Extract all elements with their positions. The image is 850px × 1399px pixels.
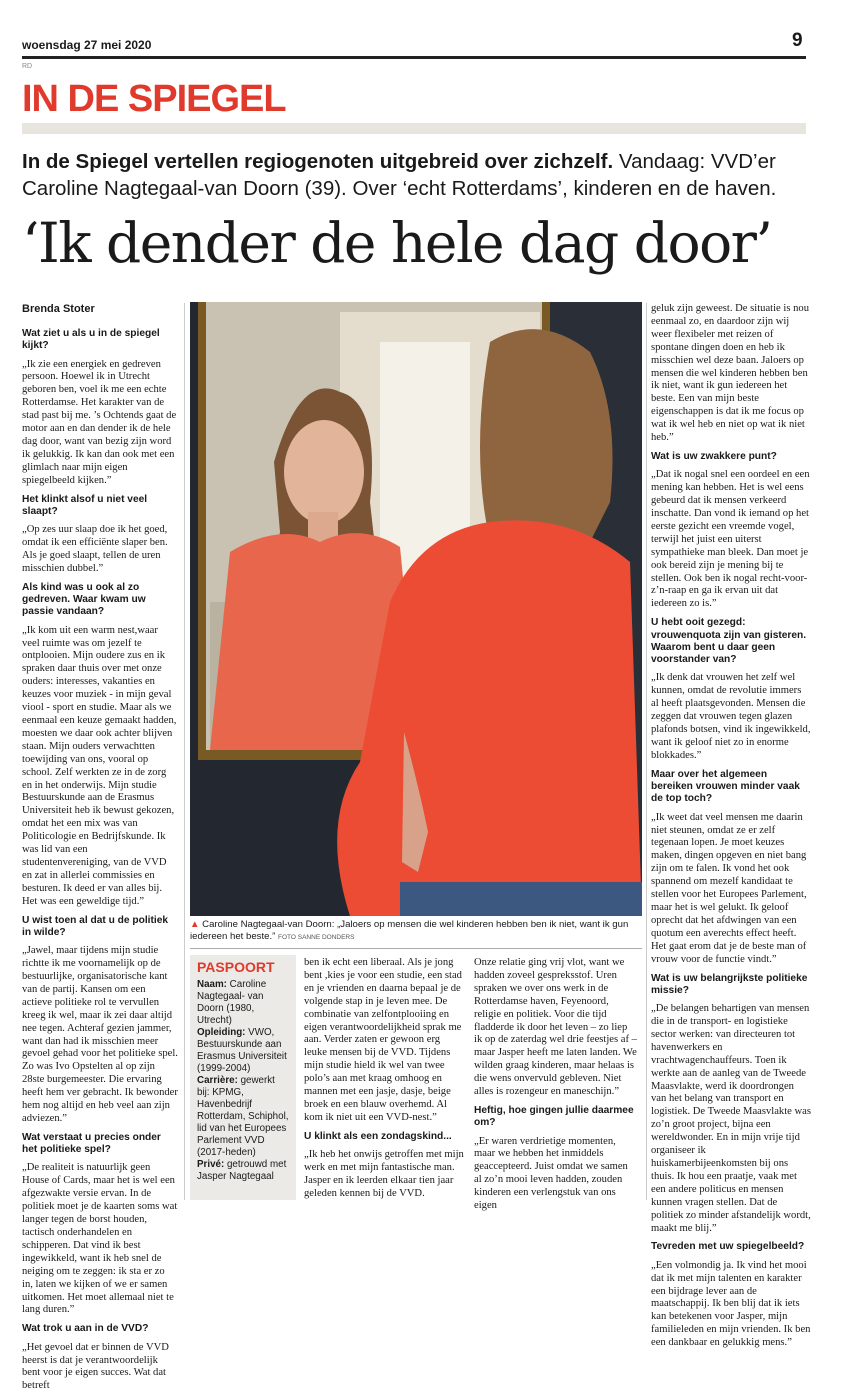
interview-answer: „Jawel, maar tijdens mijn studie richtte ik me voornamelijk op de bestuurlijke, organisatorische kant van de partij. Kansen om een actieve politieke rol te vervullen kreeg ik wel, maar ik zei daar altijd nee tegen. Achteraf gezien jammer, want dan had ik misschien meer gevoel gehad voor het politieke spel. Zo was Ivo Opstelten al op zijn 28ste burgemeester. Die ervaring heeft hem ver gebracht. Ik bewonder hem nog altijd en heb veel aan zijn adviezen.” <box>22 945 178 1124</box>
interview-question: U hebt ooit gezegd: vrouwenquota zijn van gisteren. Waarom bent u daar geen voorstander van? <box>651 617 807 666</box>
interview-question: Wat ziet u als u in de spiegel kijkt? <box>22 327 160 352</box>
interview-answer: Onze relatie ging vrij vlot, want we hadden zoveel gespreksstof. Uren spraken we over ons werk in de Rotterdamse haven, Feyenoord, religie en politiek. Voor die tijd fladderde ik door het leven – zo liep ik op de zaterdag wel drie feestjes af – maar Jasper heeft me laten landen. We wilden graag kinderen, maar helaas is die wens onvervuld gebleven. Niet alles is rozengeur en maneschijn.” <box>474 957 637 1098</box>
interview-answer: „Er waren verdrietige momenten, maar we hebben het inmiddels geaccepteerd. Juist omdat we samen al zo’n mooi leven hadden, zouden kinderen een verlengstuk van ons eigen <box>474 1135 628 1212</box>
interview-answer: geluk zijn geweest. De situatie is nou eenmaal zo, en daardoor zijn wij weer flexibeler met reizen of spontane dingen doen en heb ik misschien wel deze baan. Jaloers op mensen die wel kinderen hebben ben ik niet, want ik gun iedereen het beste. Een van mijn beste eigenschappen is dat ik me focus op wat ik wel heb en niet op wat ik niet heb.” <box>651 303 809 444</box>
interview-question: Het klinkt alsof u niet veel slaapt? <box>22 493 148 517</box>
paspoort-item <box>197 1075 289 1159</box>
section-title: IN DE SPIEGEL <box>22 78 286 120</box>
column-divider-right <box>646 303 647 1200</box>
interview-question: Wat trok u aan in de VVD? <box>22 1323 149 1335</box>
paspoort-value: getrouwd met Jasper Nagtegaal <box>197 1159 287 1182</box>
paspoort-item <box>197 979 289 1027</box>
paspoort-item <box>197 1027 289 1075</box>
column-right <box>651 303 811 1356</box>
interview-question: Heftig, hoe gingen jullie daarmee om? <box>474 1104 634 1129</box>
edition-label: RD <box>22 63 33 70</box>
photo-caption <box>190 919 642 944</box>
interview-answer: „Ik heb het onwijs getroffen met mijn werk en met mijn fantastische man. Jasper en ik leerden elkaar tien jaar geleden kennen bij de VVD. <box>304 1149 464 1199</box>
paspoort-label: Privé: <box>197 1159 225 1170</box>
paspoort-value: VWO, Bestuurskunde aan Erasmus Universiteit (1999-2004) <box>197 1027 287 1074</box>
caption-triangle-icon: ▲ <box>190 919 203 930</box>
paspoort-item <box>197 1159 289 1183</box>
caption-rule <box>190 948 642 949</box>
column-divider <box>184 303 185 1200</box>
paspoort-label: Opleiding: <box>197 1027 246 1038</box>
interview-question: Wat verstaat u precies onder het politieke spel? <box>22 1131 161 1156</box>
interview-answer: ben ik echt een liberaal. Als je jong bent ,kies je voor een studie, een stad en je vrienden en daarna bepaal je de volgende stap in je leven mee. De combinatie van zelfontplooiing en eigen verantwoordelijkheid sprak me aan. Verder zaten er gewoon erg leuke mensen bij de VVD. Tijdens mijn studie hield ik wel van twee polo’s aan met kraag omhoog en mannen met een jasje, dasje, beige broek en een blauw overhemd. Al kom ik niet uit een VVD-nest.” <box>304 957 462 1123</box>
issue-date: woensdag 27 mei 2020 <box>22 38 152 52</box>
column-mid-2 <box>474 957 638 1219</box>
interview-answer: „Ik zie een energiek en gedreven persoon. Hoewel ik in Utrecht geboren ben, voel ik me een echte Rotterdamse. Het karakter van de stad past bij me. ’s Ochtends gaat de motor aan en dan dender ik de hele dag door, want van bezig zijn word ik gelukkig. Ik kan dan ook met een glimlach naar mijn eigen spiegelbeeld kijken.” <box>22 358 177 486</box>
interview-question: U wist toen al dat u de politiek in wilde? <box>22 914 169 938</box>
page-number: 9 <box>792 30 803 51</box>
column-mid-1 <box>304 957 464 1207</box>
paspoort-label: Naam: <box>197 979 227 990</box>
section-band <box>22 123 806 134</box>
photo-credit: FOTO SANNE DONDERS <box>278 933 355 941</box>
paspoort-box <box>190 955 296 1200</box>
interview-answer: „Ik denk dat vrouwen het zelf wel kunnen, omdat de revolutie immers al heeft plaatsgevonden. Mensen die zeggen dat vrouwen tegen glazen plafonds botsen, vind ik ingewikkeld, want ik geloof niet zo in enorme blokkades.” <box>651 672 811 761</box>
intro-rest: Vandaag: VVD’er Caroline Nagtegaal-van Doorn (39). Over ‘echt Rotterdams’, kinderen en de haven. <box>22 150 777 200</box>
intro-text <box>22 148 812 202</box>
interview-answer: „De belangen behartigen van mensen die in de transport- en logistieke sector werken: van directeuren tot havenwerkers en vrachtwagenchauffeurs. Toen ik werkte aan de aanleg van de Tweede Maasvlakte, werd ik doordrongen van het belang van transport en logistiek. De Tweede Maasvlakte was zo’n groot project, bijna een wereldwonder. En in mijn vrije tijd organiseer ik huiskamerbijeenkomsten bij ons thuis. Ik hou een praatje, vaak met een andere politicus en mensen kunnen vragen stellen. Dat de politiek zo minder afstandelijk wordt, maakt me blij.” <box>651 1003 811 1234</box>
interview-question: Wat is uw zwakkere punt? <box>651 450 777 462</box>
paspoort-title: PASPOORT <box>197 959 275 975</box>
interview-answer: „Ik weet dat veel mensen me daarin niet steunen, omdat ze er zelf tegenaan lopen. Je moet keuzes maken, dingen opgeven en niet bang zijn om te falen. Ik vond het ook spannend om mezelf kandidaat te stellen voor het Europees Parlement, maar het is wel gelukt. Ik geloof oprecht dat het afdwingen van een quotum een averechts effect heeft. Het gaat erom dat je de beste man of vrouw voor de functie vindt.” <box>651 811 807 965</box>
interview-question: Wat is uw belangrijkste politieke missie? <box>651 972 808 996</box>
interview-answer: „Op zes uur slaap doe ik het goed, omdat ik een efficiënte slaper ben. Als je goed slaapt, tellen de uren misschien dubbel.” <box>22 524 168 574</box>
interview-answer: „De realiteit is natuurlijk geen House of Cards, maar het is wel een afgezwakte versie ervan. In de politiek moet je de kaarten soms wat langer tegen de borst houden, tactisch onderhandelen en schipperen. Dat vind ik best ingewikkeld, want ik heb snel de neiging om te zeggen: ik sta er zo in, laten we kijken of we er samen uitkomen. Het moet allemaal niet te lang duren.” <box>22 1162 178 1316</box>
interview-answer: „Dat ik nogal snel een oordeel en een mening kan hebben. Het is wel eens gebeurd dat ik mensen verkeerd inschatte. Dan vond ik iemand op het eerste gezicht een vreemde vogel, terwijl het juist een uiterst sympathieke man bleek. Dan moet je ook bereid zijn je mening bij te stellen. Ook ben ik nogal recht-voor-z’n-raap en ga ik ervan uit dat iedereen zo is.” <box>651 469 810 610</box>
paspoort-value: gewerkt bij: KPMG, Havenbedrijf Rotterdam, Schiphol, lid van het Europees Parlement VVD (2017-heden) <box>197 1075 289 1158</box>
photo-illustration <box>190 302 642 916</box>
portrait-photo <box>190 302 642 916</box>
column-1 <box>22 303 178 1399</box>
headline: ‘Ik dender de hele dag door’ <box>22 211 772 275</box>
interview-question: Tevreden met uw spiegelbeeld? <box>651 1241 805 1253</box>
caption-text: Caroline Nagtegaal-van Doorn: „Jaloers op mensen die wel kinderen hebben ben ik niet, want ik gun iedereen het beste.” <box>190 919 629 942</box>
interview-question: Als kind was u ook al zo gedreven. Waar kwam uw passie vandaan? <box>22 581 146 618</box>
interview-question: Maar over het algemeen bereiken vrouwen minder vaak de top toch? <box>651 768 800 805</box>
interview-answer: „Het gevoel dat er binnen de VVD heerst is dat je verantwoordelijk bent voor je eigen succes. Wat dat betreft <box>22 1341 169 1392</box>
interview-answer: „Een volmondig ja. Ik vind het mooi dat ik met mijn talenten en karakter een bijdrage lever aan de maatschappij. Ik ben blij dat ik iets kan betekenen voor Jasper, mijn familieleden en mijn vrienden. Ik ben een dankbaar en gelukkig mens.” <box>651 1259 811 1349</box>
interview-question: U klinkt als een zondagskind... <box>304 1130 452 1142</box>
header-rule <box>22 56 806 59</box>
paspoort-value: Caroline Nagtegaal- van Doorn (1980, Utrecht) <box>197 979 267 1026</box>
paspoort-label: Carrière: <box>197 1075 238 1086</box>
author-byline: Brenda Stoter <box>22 303 95 315</box>
intro-bold: In de Spiegel vertellen regiogenoten uitgebreid over zichzelf. <box>22 150 614 173</box>
interview-answer: „Ik kom uit een warm nest,waar veel ruimte was om jezelf te ontplooien. Mijn oudere zus en ik spraken daar thuis over met onze ouders: interesses, vakanties en keuzes voor muziek - in mijn geval viool - sport en studie. Maar als we eenmaal een keuze gemaakt hadden, moesten we daar ook achter blijven staan. Mijn ouders verwachtten toewijding van ons, vooral op school. Zelf werkten ze in de zorg en in het onderwijs. Mijn studie Bestuurskunde aan de Erasmus Universiteit heb ik bewust gekozen, omdat het een mix was van Politicologie en Bedrijfskunde. Ik was lid van een studentenvereniging, van de VVD en zat in allerlei commissies en besturen. Ik deed er van alles bij. Het was een geweldige tijd.” <box>22 624 177 907</box>
